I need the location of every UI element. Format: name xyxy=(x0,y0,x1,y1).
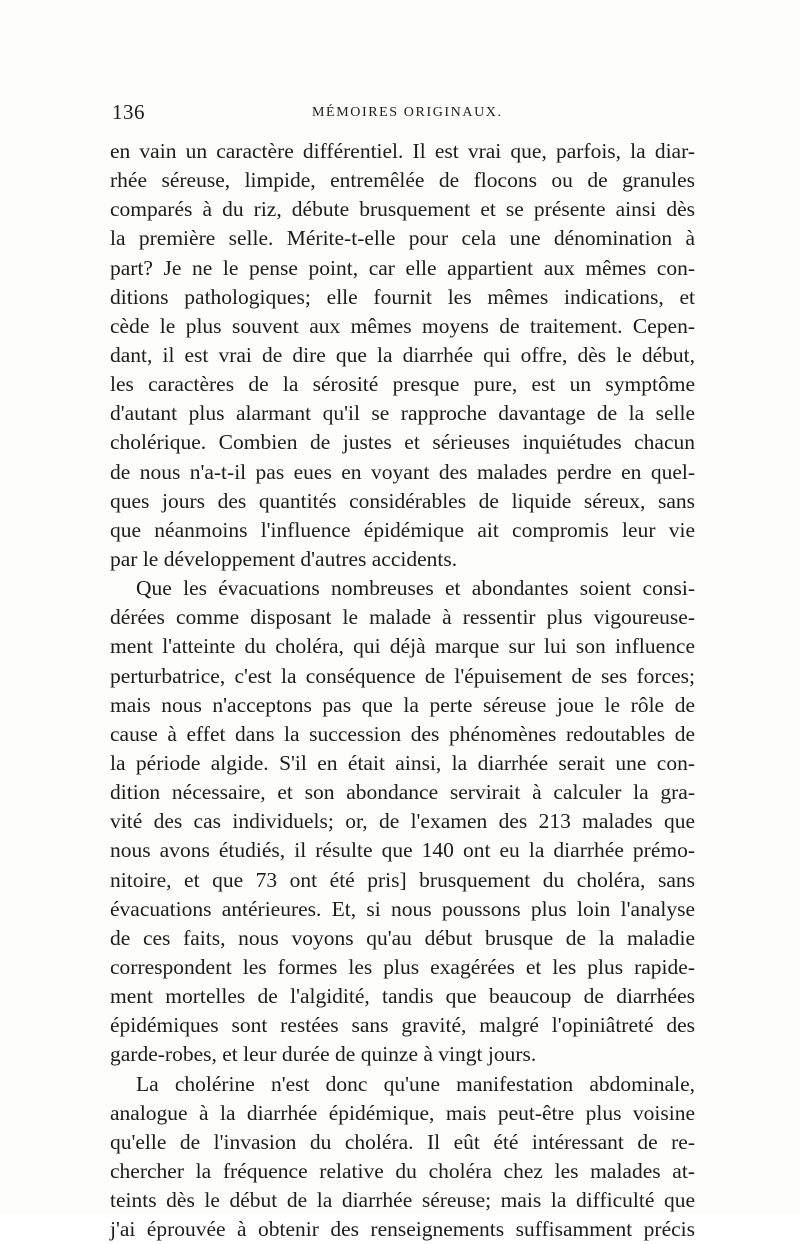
text-line: la période algide. S'il en était ainsi, la diarrhée serait une con- xyxy=(110,750,695,775)
text-line: nous avons étudiés, il résulte que 140 ont eu la diarrhée prémo- xyxy=(110,838,695,863)
text-line: ques jours des quantités considérables de liquide séreux, sans xyxy=(110,488,695,513)
text-line: de nous n'a-t-il pas eues en voyant des malades perdre en quel- xyxy=(110,459,695,484)
text-line: cause à effet dans la succession des phénomènes redoutables de xyxy=(110,721,695,746)
text-line: la première selle. Mérite-t-elle pour cela une dénomination à xyxy=(110,226,695,251)
text-line: teints dès le début de la diarrhée séreuse; mais la difficulté que xyxy=(110,1188,695,1213)
text-line: perturbatrice, c'est la conséquence de l'épuisement de ses forces; xyxy=(110,663,695,688)
text-line: analogue à la diarrhée épidémique, mais peut-être plus voisine xyxy=(110,1100,695,1125)
paragraph-end-line: garde-robes, et leur durée de quinze à vingt jours. xyxy=(110,1042,537,1067)
text-line: ment l'atteinte du choléra, qui déjà marque sur lui son influence xyxy=(110,634,695,659)
text-line: d'autant plus alarmant qu'il se rapproche davantage de la selle xyxy=(110,401,695,426)
text-line: qu'elle de l'invasion du choléra. Il eût été intéressant de re- xyxy=(110,1129,695,1154)
text-line: ditions pathologiques; elle fournit les mêmes indications, et xyxy=(110,284,695,309)
text-line: dant, il est vrai de dire que la diarrhée qui offre, dès le début, xyxy=(110,342,695,367)
text-line: cholérique. Combien de justes et sérieuses inquiétudes chacun xyxy=(110,430,695,455)
text-line: dérées comme disposant le malade à ressentir plus vigoureuse- xyxy=(110,605,695,630)
text-line: j'ai éprouvée à obtenir des renseignements suffisamment précis xyxy=(110,1217,695,1242)
text-line: mais nous n'acceptons pas que la perte séreuse joue le rôle de xyxy=(110,692,695,717)
running-head-title: MÉMOIRES ORIGINAUX. xyxy=(312,105,503,120)
text-line: chercher la fréquence relative du choléra chez les malades at- xyxy=(110,1158,695,1183)
text-line: épidémiques sont restées sans gravité, malgré l'opiniâtreté des xyxy=(110,1013,695,1038)
text-line: vité des cas individuels; or, de l'examen des 213 malades que xyxy=(110,809,695,834)
paragraph-start-line: Que les évacuations nombreuses et abondantes soient consi- xyxy=(136,576,695,601)
paragraph-end-line: par le développement d'autres accidents. xyxy=(110,546,458,571)
text-line: cède le plus souvent aux mêmes moyens de traitement. Cepen- xyxy=(110,313,695,338)
text-line: part? Je ne le pense point, car elle appartient aux mêmes con- xyxy=(110,255,695,280)
text-line: ment mortelles de l'algidité, tandis que beaucoup de diarrhées xyxy=(110,984,695,1009)
text-line: dition nécessaire, et son abondance servirait à calculer la gra- xyxy=(110,780,695,805)
text-line: en vain un caractère différentiel. Il est vrai que, parfois, la diar- xyxy=(110,139,695,163)
running-head xyxy=(112,100,704,130)
page-number: 136 xyxy=(112,100,145,124)
body-text xyxy=(110,137,695,1244)
paragraph-start-line: La cholérine n'est donc qu'une manifestation abdominale, xyxy=(136,1071,695,1096)
text-line: correspondent les formes les plus exagérées et les plus rapide- xyxy=(110,954,695,979)
text-line: évacuations antérieures. Et, si nous poussons plus loin l'analyse xyxy=(110,896,695,921)
text-line: les caractères de la sérosité presque pure, est un symptôme xyxy=(110,372,695,397)
text-line: rhée séreuse, limpide, entremêlée de flocons ou de granules xyxy=(110,168,695,193)
text-line: de ces faits, nous voyons qu'au début brusque de la maladie xyxy=(110,925,695,950)
text-line: que néanmoins l'influence épidémique ait compromis leur vie xyxy=(110,517,695,542)
text-line: nitoire, et que 73 ont été pris] brusquement du choléra, sans xyxy=(110,867,695,892)
text-line: comparés à du riz, débute brusquement et se présente ainsi dès xyxy=(110,197,695,222)
